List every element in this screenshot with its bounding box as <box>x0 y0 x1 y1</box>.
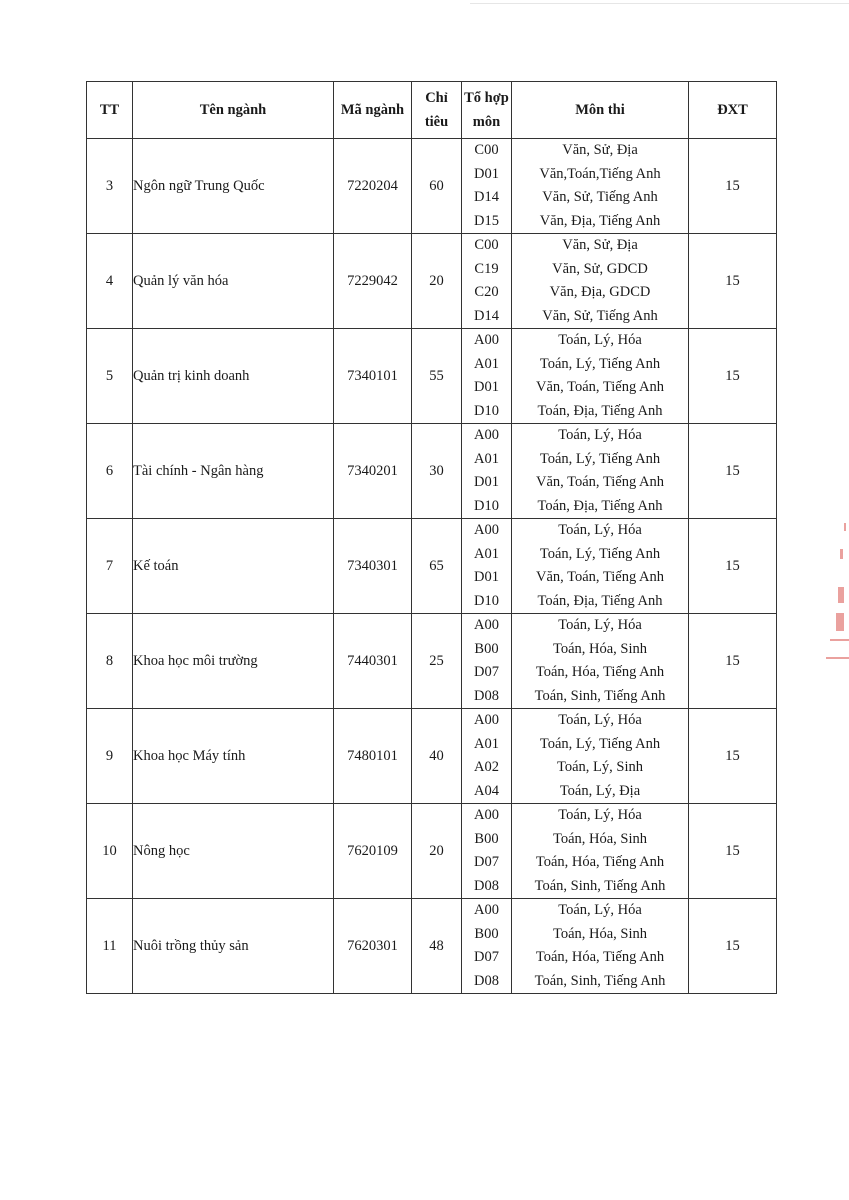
combo-code: B00 <box>474 925 499 942</box>
combo-code: D14 <box>474 307 499 324</box>
combo-code: D10 <box>474 402 499 419</box>
combo-code: A02 <box>474 759 499 775</box>
table-row <box>87 519 777 614</box>
combo-code: D01 <box>474 165 499 182</box>
combo-code: A00 <box>474 617 499 633</box>
header-score: ĐXT <box>689 82 777 139</box>
table-row <box>87 614 777 709</box>
subject-group: Văn, Toán, Tiếng Anh <box>535 569 665 585</box>
stamp-remnant <box>822 515 849 675</box>
combo-code: D07 <box>474 854 499 870</box>
subject-group: Văn,Toán,Tiếng Anh <box>539 165 661 182</box>
major-code: 7340201 <box>334 424 412 519</box>
subject-group: Toán, Hóa, Sinh <box>552 925 648 942</box>
subject-group: Toán, Lý, Hóa <box>558 617 642 633</box>
combo-list <box>462 899 512 994</box>
quota: 30 <box>412 424 462 519</box>
header-combo-line1: Tổ hợp <box>464 90 509 106</box>
major-name: Quản lý văn hóa <box>133 234 334 329</box>
subject-group: Toán, Lý, Hóa <box>558 902 642 918</box>
header-subjects: Môn thi <box>512 82 689 139</box>
subject-list <box>512 899 689 994</box>
header-combo-line2: môn <box>472 114 501 130</box>
combo-code: B00 <box>474 640 499 657</box>
header-row <box>87 82 777 139</box>
table-row <box>87 234 777 329</box>
header-quota <box>412 82 462 139</box>
combo-code: B00 <box>474 830 499 847</box>
subject-group: Toán, Lý, Hóa <box>558 522 642 538</box>
combo-list <box>462 234 512 329</box>
row-number: 3 <box>87 139 133 234</box>
combo-code: D14 <box>474 189 499 205</box>
admission-score: 15 <box>689 329 777 424</box>
combo-list <box>462 424 512 519</box>
row-number: 10 <box>87 804 133 899</box>
major-name: Khoa học môi trường <box>133 614 334 709</box>
combo-code: A00 <box>474 427 499 443</box>
major-name: Khoa học Máy tính <box>133 709 334 804</box>
quota: 60 <box>412 139 462 234</box>
table-row <box>87 899 777 994</box>
combo-code: D01 <box>474 474 499 490</box>
subject-group: Toán, Địa, Tiếng Anh <box>537 592 663 609</box>
combo-code: C19 <box>474 260 499 277</box>
major-code: 7340101 <box>334 329 412 424</box>
quota: 20 <box>412 234 462 329</box>
major-name: Ngôn ngữ Trung Quốc <box>133 139 334 234</box>
combo-code: A00 <box>474 332 499 348</box>
header-combo <box>462 82 512 139</box>
table-row <box>87 139 777 234</box>
admission-score: 15 <box>689 139 777 234</box>
subject-list <box>512 519 689 614</box>
header-tt: TT <box>87 82 133 139</box>
subject-group: Toán, Hóa, Sinh <box>552 830 648 847</box>
major-code: 7340301 <box>334 519 412 614</box>
combo-code: D01 <box>474 379 499 395</box>
row-number: 4 <box>87 234 133 329</box>
header-name: Tên ngành <box>133 82 334 139</box>
row-number: 11 <box>87 899 133 994</box>
subject-group: Toán, Hóa, Tiếng Anh <box>535 854 665 870</box>
combo-code: D15 <box>474 212 499 229</box>
subject-group: Văn, Toán, Tiếng Anh <box>535 474 665 490</box>
major-code: 7480101 <box>334 709 412 804</box>
combo-list <box>462 709 512 804</box>
row-number: 5 <box>87 329 133 424</box>
combo-code: C00 <box>474 142 499 158</box>
subject-group: Toán, Địa, Tiếng Anh <box>537 402 663 419</box>
table-row <box>87 329 777 424</box>
subject-group: Văn, Sử, GDCD <box>552 260 648 277</box>
row-number: 7 <box>87 519 133 614</box>
quota: 65 <box>412 519 462 614</box>
combo-code: D01 <box>474 569 499 585</box>
header-quota-line2: tiêu <box>424 114 449 130</box>
major-name: Nông học <box>133 804 334 899</box>
subject-group: Văn, Sử, Tiếng Anh <box>542 189 658 205</box>
combo-code: D08 <box>474 687 499 704</box>
subject-group: Văn, Toán, Tiếng Anh <box>535 379 665 395</box>
subject-list <box>512 139 689 234</box>
subject-group: Toán, Lý, Tiếng Anh <box>539 355 661 372</box>
table-body <box>87 139 777 994</box>
subject-group: Toán, Lý, Hóa <box>558 712 642 728</box>
combo-code: A01 <box>474 450 499 467</box>
header-code: Mã ngành <box>334 82 412 139</box>
major-code: 7229042 <box>334 234 412 329</box>
subject-list <box>512 329 689 424</box>
table-row <box>87 709 777 804</box>
row-number: 8 <box>87 614 133 709</box>
quota: 20 <box>412 804 462 899</box>
major-code: 7440301 <box>334 614 412 709</box>
admissions-table <box>86 81 777 994</box>
combo-code: D07 <box>474 664 499 680</box>
combo-code: D07 <box>474 949 499 965</box>
admission-score: 15 <box>689 804 777 899</box>
row-number: 6 <box>87 424 133 519</box>
combo-code: A01 <box>474 545 499 562</box>
subject-list <box>512 614 689 709</box>
combo-code: A00 <box>474 902 499 918</box>
combo-list <box>462 329 512 424</box>
scan-edge-line <box>470 3 849 4</box>
subject-group: Toán, Lý, Tiếng Anh <box>539 735 661 752</box>
subject-group: Toán, Sinh, Tiếng Anh <box>534 877 666 894</box>
major-code: 7620109 <box>334 804 412 899</box>
combo-list <box>462 139 512 234</box>
quota: 48 <box>412 899 462 994</box>
combo-code: A01 <box>474 355 499 372</box>
quota: 25 <box>412 614 462 709</box>
combo-code: D08 <box>474 877 499 894</box>
major-name: Kế toán <box>133 519 334 614</box>
subject-group: Toán, Lý, Hóa <box>558 807 642 823</box>
subject-group: Toán, Lý, Hóa <box>558 332 642 348</box>
admission-score: 15 <box>689 899 777 994</box>
subject-list <box>512 709 689 804</box>
subject-group: Toán, Hóa, Tiếng Anh <box>535 664 665 680</box>
combo-code: D10 <box>474 592 499 609</box>
major-code: 7620301 <box>334 899 412 994</box>
header-quota-line1: Chỉ <box>425 90 448 106</box>
major-name: Nuôi trồng thủy sản <box>133 899 334 994</box>
subject-group: Toán, Lý, Tiếng Anh <box>539 450 661 467</box>
subject-group: Toán, Địa, Tiếng Anh <box>537 497 663 514</box>
subject-group: Văn, Địa, Tiếng Anh <box>539 212 661 229</box>
subject-group: Toán, Lý, Sinh <box>557 759 643 775</box>
subject-group: Văn, Sử, Địa <box>562 142 638 158</box>
admission-score: 15 <box>689 614 777 709</box>
subject-list <box>512 804 689 899</box>
combo-code: A00 <box>474 712 499 728</box>
subject-group: Toán, Sinh, Tiếng Anh <box>534 687 666 704</box>
subject-group: Toán, Hóa, Tiếng Anh <box>535 949 665 965</box>
quota: 40 <box>412 709 462 804</box>
quota: 55 <box>412 329 462 424</box>
subject-group: Toán, Lý, Hóa <box>558 427 642 443</box>
subject-group: Toán, Lý, Địa <box>559 782 641 799</box>
major-name: Tài chính - Ngân hàng <box>133 424 334 519</box>
subject-group: Toán, Sinh, Tiếng Anh <box>534 972 666 989</box>
admission-score: 15 <box>689 709 777 804</box>
table-row <box>87 424 777 519</box>
subject-group: Văn, Địa, GDCD <box>549 284 651 300</box>
combo-code: A00 <box>474 807 499 823</box>
combo-list <box>462 519 512 614</box>
admission-score: 15 <box>689 234 777 329</box>
subject-group: Văn, Sử, Tiếng Anh <box>542 307 658 324</box>
admission-score: 15 <box>689 519 777 614</box>
combo-code: C20 <box>474 284 499 300</box>
subject-group: Toán, Hóa, Sinh <box>552 640 648 657</box>
combo-code: D10 <box>474 497 499 514</box>
combo-list <box>462 614 512 709</box>
row-number: 9 <box>87 709 133 804</box>
subject-list <box>512 424 689 519</box>
combo-code: C00 <box>474 237 499 253</box>
combo-code: A00 <box>474 522 499 538</box>
subject-list <box>512 234 689 329</box>
table-row <box>87 804 777 899</box>
subject-group: Văn, Sử, Địa <box>562 237 638 253</box>
combo-code: D08 <box>474 972 499 989</box>
major-code: 7220204 <box>334 139 412 234</box>
major-name: Quản trị kinh doanh <box>133 329 334 424</box>
subject-group: Toán, Lý, Tiếng Anh <box>539 545 661 562</box>
combo-code: A01 <box>474 735 499 752</box>
admission-score: 15 <box>689 424 777 519</box>
combo-code: A04 <box>474 782 499 799</box>
combo-list <box>462 804 512 899</box>
